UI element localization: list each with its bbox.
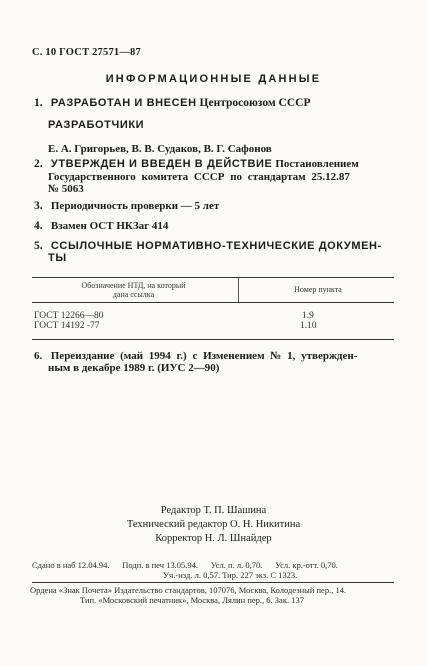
section-5-number: 5. [34, 240, 43, 252]
table-row-2-doc: ГОСТ 14192 -77 [34, 321, 100, 331]
section-1-heading: РАЗРАБОТАН И ВНЕСЕН [50, 97, 197, 109]
section-2-number: 2. [34, 158, 43, 170]
section-1-number: 1. [34, 97, 43, 109]
section-4-number: 4. [34, 220, 43, 232]
footer-rule [32, 582, 394, 583]
editors-block [0, 504, 427, 546]
section-2-text1: Постановлением [275, 158, 359, 170]
table-row-1-doc: ГОСТ 12266—80 [34, 311, 104, 321]
footer-printer: Тип. «Московский печатник», Москва, Лялин пер., 6. Зак. 137 [80, 595, 304, 605]
section-1-authors: Е. А. Григорьев, В. В. Судаков, В. Г. Сафонов [48, 143, 272, 155]
gost-number: ГОСТ 27571—87 [59, 47, 141, 58]
table-bottom-rule [32, 339, 394, 340]
table-top-rule [32, 277, 394, 278]
table-header-rule [32, 302, 394, 303]
editor: Редактор Т. П. Шашина [160, 505, 267, 516]
section-2 [34, 158, 359, 170]
page-number: С. 10 [32, 47, 57, 58]
tech-editor: Технический редактор О. Н. Никитина [126, 519, 301, 530]
proofreader: Корректор Н. Л. Шнайдер [155, 533, 272, 544]
section-5-line2: ТЫ [48, 252, 67, 264]
section-1-subheading: РАЗРАБОТЧИКИ [48, 119, 145, 131]
section-4 [34, 220, 168, 232]
table-header-divider [238, 278, 239, 302]
section-3-text: Периодичность проверки — 5 лет [50, 200, 220, 212]
footer-print-data: Сдано в наб 12.04.94. Подп. в печ 13.05.94. Усл. п. л. 0,70. Усл. кр.-отт. 0,70. [32, 560, 338, 570]
section-2-line3: № 5063 [48, 183, 84, 195]
footer-print-data-2: Уч.-изд. л. 0,57. Тир. 227 экз. С 1323. [163, 570, 298, 580]
table-col2-header: Номер пункта [294, 285, 342, 294]
section-5 [34, 240, 382, 252]
section-6 [34, 350, 357, 362]
section-3-number: 3. [34, 200, 43, 212]
section-5-line1: ССЫЛОЧНЫЕ НОРМАТИВНО-ТЕХНИЧЕСКИЕ ДОКУМЕН- [50, 240, 382, 252]
footer-publisher: Ордена «Знак Почета» Издательство стандартов, 107076, Москва, Колодезный пер., 14. [30, 585, 347, 595]
section-3 [34, 200, 219, 212]
page-header [32, 47, 141, 58]
table-col1-header [32, 281, 235, 299]
table-col1-header-line1: Обозначение НТД, на который [81, 281, 186, 290]
section-2-heading: УТВЕРЖДЕН И ВВЕДЕН В ДЕЙСТВИЕ [50, 158, 273, 170]
section-6-line1: Переиздание (май 1994 г.) с Изменением № 1, утвержден- [50, 350, 358, 362]
section-4-text: Взамен ОСТ НКЗаг 414 [50, 220, 169, 232]
section-1-org: Центросоюзом СССР [199, 97, 311, 109]
section-6-line2: ным в декабре 1989 г. (ИУС 2—90) [48, 362, 220, 374]
table-col1-header-line2: дана ссылка [112, 290, 155, 299]
page-title: ИНФОРМАЦИОННЫЕ ДАННЫЕ [105, 73, 322, 85]
table-row-1-item: 1.9 [302, 311, 314, 321]
table-row-2-item: 1.10 [300, 321, 317, 331]
section-6-number: 6. [34, 350, 43, 362]
section-1 [34, 97, 311, 109]
section-2-line2: Государственного комитета СССР по стандартам 25.12.87 [48, 171, 350, 183]
